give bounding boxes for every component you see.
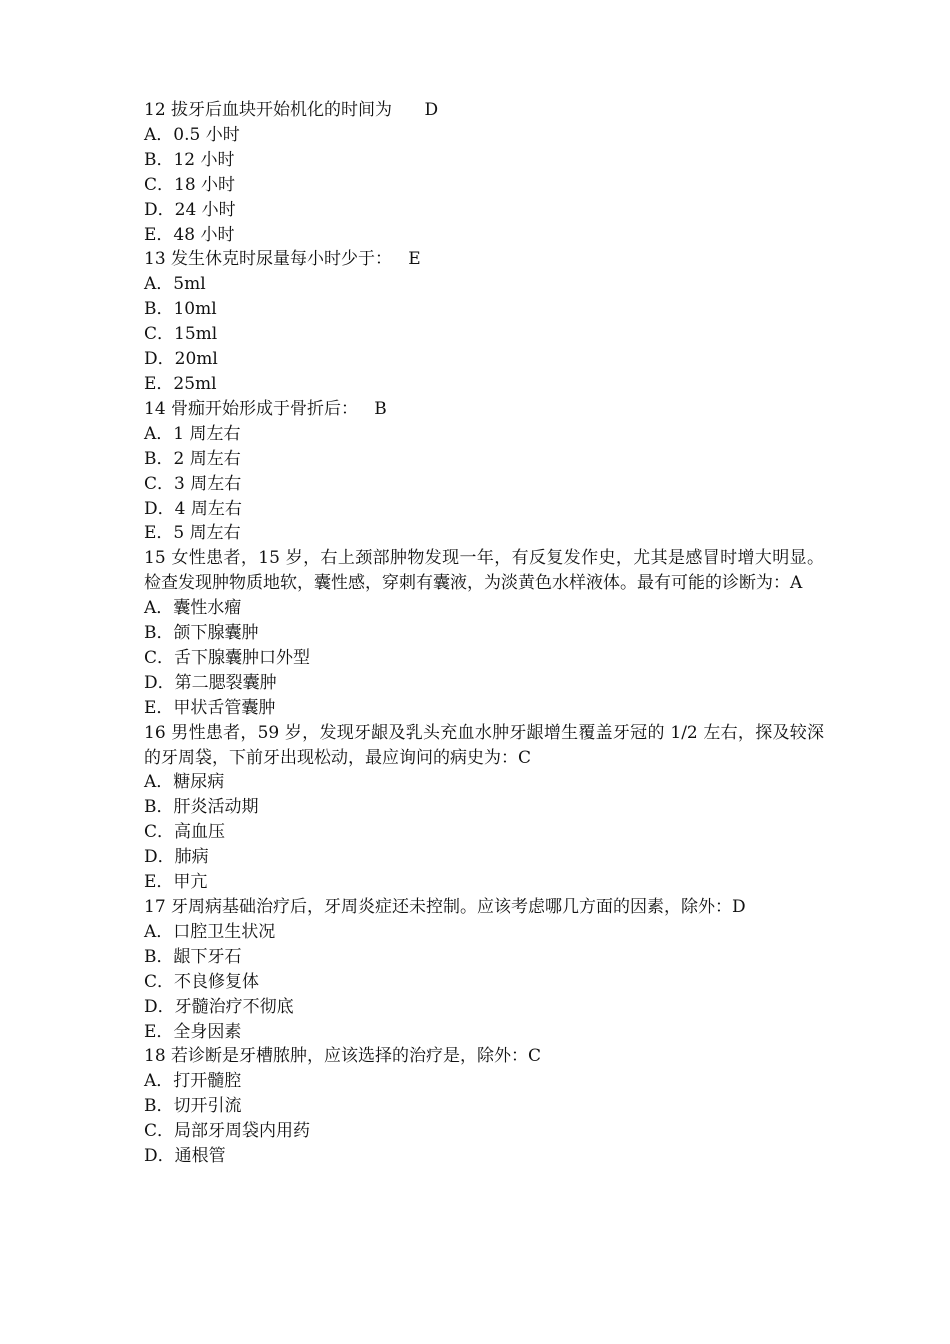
option-c: C．局部牙周袋内用药 xyxy=(144,1121,311,1142)
option-e: E．25ml xyxy=(144,373,217,394)
option-d: D．4 周左右 xyxy=(144,498,242,519)
question-stem: 17 牙周病基础治疗后，牙周炎症还未控制。应该考虑哪几方面的因素，除外：D xyxy=(144,897,746,917)
option-c: C．不良修复体 xyxy=(144,971,260,992)
option-c: C．舌下腺囊肿口外型 xyxy=(144,647,311,668)
option-c: C．高血压 xyxy=(144,822,226,843)
option-b: B．10ml xyxy=(144,299,217,320)
option-a: A．囊性水瘤 xyxy=(144,598,242,619)
option-e: E．48 小时 xyxy=(144,224,235,245)
question-stem: 12 拔牙后血块开始机化的时间为 D xyxy=(144,100,439,120)
option-e: E．5 周左右 xyxy=(144,523,241,544)
question-13 xyxy=(144,247,824,396)
question-stem: 13 发生休克时尿量每小时少于： E xyxy=(144,249,421,270)
option-b: B．颌下腺囊肿 xyxy=(144,623,259,644)
option-e: E．全身因素 xyxy=(144,1021,242,1042)
document-page xyxy=(144,98,824,1169)
option-e: E．甲状舌管囊肿 xyxy=(144,697,276,718)
option-d: D．牙髓治疗不彻底 xyxy=(144,996,294,1017)
option-d: D．第二腮裂囊肿 xyxy=(144,672,277,693)
option-c: C．3 周左右 xyxy=(144,473,242,494)
option-b: B．切开引流 xyxy=(144,1096,242,1117)
question-15 xyxy=(144,546,824,720)
option-a: A．1 周左右 xyxy=(144,423,241,444)
option-e: E．甲亢 xyxy=(144,872,208,893)
option-b: B．2 周左右 xyxy=(144,448,241,469)
option-a: A．0.5 小时 xyxy=(144,124,240,145)
option-a: A．口腔卫生状况 xyxy=(144,921,276,942)
question-12 xyxy=(144,98,824,247)
question-14 xyxy=(144,397,824,546)
question-stem: 16 男性患者，59 岁，发现牙龈及乳头充血水肿牙龈增生覆盖牙冠的 1/2 左右，探及较深的牙周袋，下前牙出现松动，最应询问的病史为：C xyxy=(144,722,824,768)
option-a: A．打开髓腔 xyxy=(144,1071,242,1092)
question-18 xyxy=(144,1044,824,1169)
question-stem: 14 骨痂开始形成于骨折后： B xyxy=(144,398,387,419)
option-a: A．5ml xyxy=(144,274,206,295)
question-stem: 18 若诊断是牙槽脓肿，应该选择的治疗是，除外：C xyxy=(144,1046,542,1067)
option-b: B．龈下牙石 xyxy=(144,946,242,967)
option-d: D．通根管 xyxy=(144,1146,226,1167)
question-stem: 15 女性患者，15 岁，右上颈部肿物发现一年，有反复发作史，尤其是感冒时增大明显。检查发现肿物质地软，囊性感，穿刺有囊液，为淡黄色水样液体。最有可能的诊断为：A xyxy=(144,548,824,594)
option-d: D．24 小时 xyxy=(144,199,236,220)
option-c: C．18 小时 xyxy=(144,174,236,195)
option-d: D．20ml xyxy=(144,349,218,370)
option-c: C．15ml xyxy=(144,324,218,345)
question-16 xyxy=(144,721,824,895)
option-d: D．肺病 xyxy=(144,847,209,868)
option-a: A．糖尿病 xyxy=(144,772,225,793)
option-b: B．肝炎活动期 xyxy=(144,797,259,818)
question-17 xyxy=(144,895,824,1044)
option-b: B．12 小时 xyxy=(144,149,235,170)
